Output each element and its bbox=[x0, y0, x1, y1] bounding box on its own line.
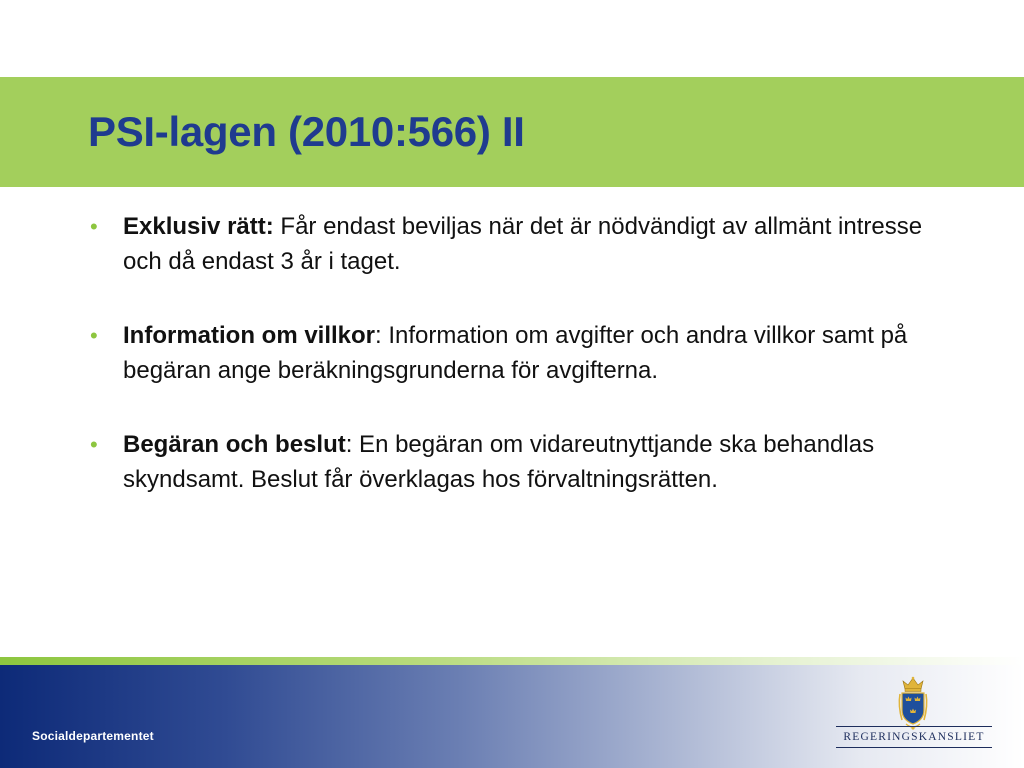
bullet-text: : Information om avgifter och andra villkor samt på begäran ange beräkningsgrunderna för avgifterna. bbox=[123, 322, 908, 384]
bullet-text: : En begäran om vidareutnyttjande ska behandlas skyndsamt. Beslut får överklagas hos förvaltningsrätten. bbox=[123, 431, 875, 493]
slide-title: PSI-lagen (2010:566) II bbox=[88, 108, 525, 155]
bullet-item bbox=[88, 209, 958, 279]
three-crowns-crest-icon bbox=[897, 676, 929, 732]
department-name: Socialdepartementet bbox=[32, 729, 154, 743]
bullet-term: Information om villkor bbox=[123, 322, 376, 349]
bullet-item bbox=[88, 427, 958, 497]
bullet-list bbox=[88, 209, 958, 536]
bullet-marker: • bbox=[90, 323, 98, 348]
bullet-marker: • bbox=[90, 214, 98, 239]
logo-wordmark-frame bbox=[836, 726, 992, 748]
regeringskansliet-logo bbox=[832, 674, 996, 758]
logo-wordmark: REGERINGSKANSLIET bbox=[843, 731, 985, 743]
bullet-text: Får endast beviljas när det är nödvändigt av allmänt intresse och då endast 3 år i taget. bbox=[123, 213, 923, 275]
bullet-term: Exklusiv rätt: bbox=[123, 213, 274, 240]
bullet-item bbox=[88, 318, 958, 388]
footer-accent-stripe bbox=[0, 657, 1024, 665]
bullet-term: Begäran och beslut bbox=[123, 431, 346, 458]
bullet-marker: • bbox=[90, 432, 98, 457]
